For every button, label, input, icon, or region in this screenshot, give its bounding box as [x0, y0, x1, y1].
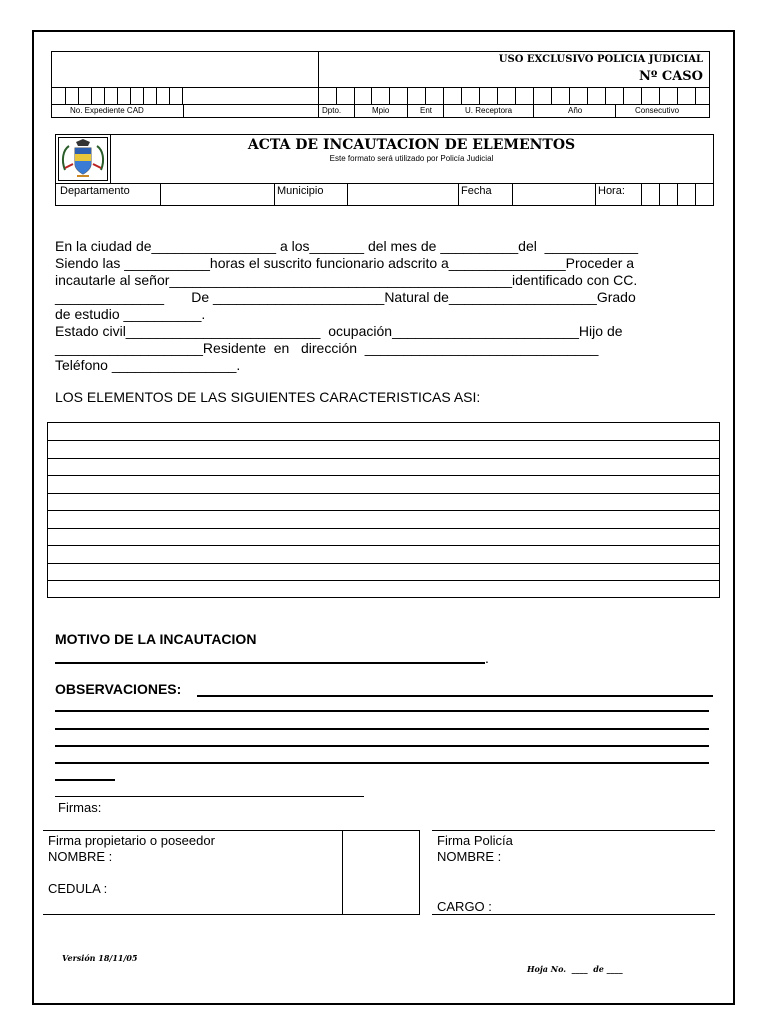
- declaration-paragraph: [55, 238, 715, 374]
- case-number-box: [318, 51, 710, 118]
- paragraph-line-6: Estado civil_________________________ ocupación________________________Hijo de: [55, 323, 623, 339]
- paragraph-line-1: En la ciudad de________________ a los_______ del mes de __________del ____________: [55, 238, 639, 254]
- table-row: [48, 510, 719, 511]
- departamento-label: Departamento: [60, 185, 130, 197]
- paragraph-line-7: ___________________Residente en dirección ______________________________: [55, 340, 599, 356]
- cedula-label: CEDULA :: [48, 881, 108, 896]
- form-title: ACTA DE INCAUTACION DE ELEMENTOS: [247, 137, 576, 153]
- code-label-mpio: Mpio: [372, 106, 390, 115]
- paragraph-line-2: Siendo las ___________horas el suscrito funcionario adscrito a_______________Proceder a: [55, 255, 635, 271]
- emblem: [58, 137, 108, 181]
- observaciones-line: [197, 695, 713, 697]
- policia-label: Firma Policía: [437, 833, 513, 848]
- observaciones-line: [55, 745, 709, 747]
- observaciones-heading: OBSERVACIONES:: [55, 681, 182, 697]
- propietario-label: Firma propietario o poseedor: [48, 833, 215, 848]
- code-label-ano: Año: [568, 106, 583, 115]
- observaciones-line: [55, 728, 709, 730]
- expediente-cells: [52, 87, 183, 104]
- uso-exclusivo-label: USO EXCLUSIVO POLICIA JUDICIAL: [498, 54, 703, 65]
- elementos-table: [47, 422, 720, 598]
- fecha-label: Fecha: [461, 185, 492, 197]
- table-row: [48, 493, 719, 494]
- code-label-dpto: Dpto.: [322, 106, 342, 115]
- firmas-label: Firmas:: [58, 800, 102, 815]
- paragraph-line-5: de estudio __________.: [55, 306, 206, 322]
- observaciones-line: [55, 710, 709, 712]
- case-code-cells: [319, 87, 709, 104]
- hora-label: Hora:: [598, 185, 625, 197]
- title-box: [55, 134, 714, 206]
- table-row: [48, 440, 719, 441]
- policia-signature-block: [432, 830, 715, 915]
- municipio-label: Municipio: [277, 185, 324, 197]
- propietario-signature-block: [43, 830, 420, 915]
- firmas-signature-line: [55, 796, 364, 797]
- motivo-heading: MOTIVO DE LA INCAUTACION: [55, 631, 257, 647]
- caso-label: Nº CASO: [638, 69, 703, 84]
- code-label-consecutivo: Consecutivo: [635, 106, 680, 115]
- table-row: [48, 545, 719, 546]
- motivo-line: [55, 662, 485, 664]
- code-label-ent: Ent: [420, 106, 433, 115]
- elementos-heading: LOS ELEMENTOS DE LAS SIGUIENTES CARACTERISTICAS ASI:: [55, 389, 481, 405]
- location-row: [56, 183, 713, 205]
- nombre-left-label: NOMBRE :: [48, 849, 113, 864]
- expediente-box: [51, 51, 319, 118]
- paragraph-line-3: incautarle al señor____________________________________________identificado con CC.: [55, 272, 638, 288]
- table-row: [48, 580, 719, 581]
- case-code-labels: [319, 104, 709, 117]
- table-row: [48, 528, 719, 529]
- table-row: [48, 458, 719, 459]
- table-row: [48, 475, 719, 476]
- paragraph-line-4: ______________ De ______________________Natural de___________________Grado: [55, 289, 636, 305]
- table-row: [48, 563, 719, 564]
- motivo-trailing-dot: .: [485, 650, 489, 666]
- hoja-label: Hoja No. ____ de ____: [527, 964, 623, 974]
- observaciones-line: [55, 779, 115, 781]
- colombia-coat-of-arms-icon: [59, 138, 107, 180]
- form-subtitle: Este formato será utilizado por Policía Judicial: [329, 154, 494, 163]
- version-label: Versión 18/11/05: [62, 953, 138, 963]
- code-label-u-receptora: U. Receptora: [465, 106, 513, 115]
- cargo-label: CARGO :: [437, 899, 492, 914]
- expediente-label: No. Expediente CAD: [70, 106, 144, 115]
- paragraph-line-8: Teléfono ________________.: [55, 357, 241, 373]
- nombre-right-label: NOMBRE :: [437, 849, 502, 864]
- observaciones-line: [55, 762, 709, 764]
